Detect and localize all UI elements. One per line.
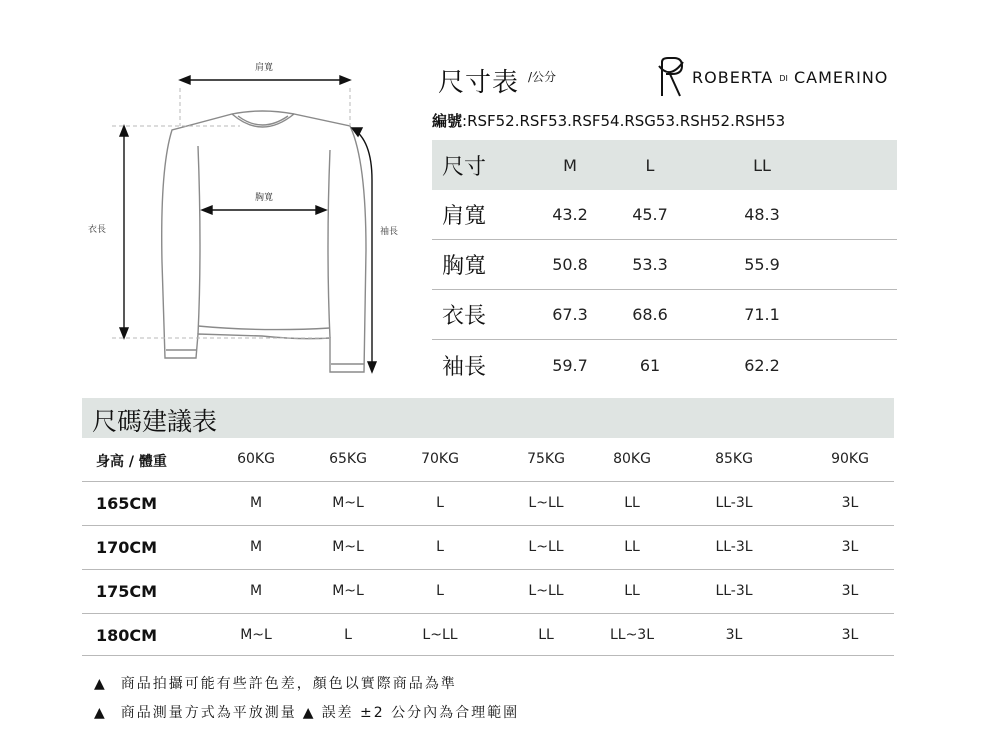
height-label: 175CM bbox=[96, 582, 158, 601]
codes-label: 編號 bbox=[432, 112, 463, 130]
cell: M bbox=[249, 495, 263, 511]
brand-name: ROBERTA DI CAMERINO bbox=[692, 67, 889, 87]
cell: L bbox=[436, 583, 444, 599]
cell: M bbox=[249, 583, 263, 599]
cell: LL-3L bbox=[715, 583, 753, 599]
cell: M bbox=[249, 539, 263, 555]
measurement-row bbox=[432, 240, 897, 290]
suggestion-table-title: 尺碼建議表 bbox=[92, 407, 218, 436]
weight-header: 90KG bbox=[831, 451, 869, 467]
height-label: 170CM bbox=[96, 538, 158, 557]
chest-label: 胸寬 bbox=[255, 193, 274, 203]
cell: LL bbox=[624, 539, 640, 555]
weight-header: 80KG bbox=[613, 451, 651, 467]
cell: LL~3L bbox=[609, 627, 655, 643]
cell: 71.1 bbox=[744, 305, 780, 324]
cell: L bbox=[344, 627, 352, 643]
size-col-header: L bbox=[645, 155, 655, 175]
codes-value: :RSF52.RSF53.RSF54.RSG53.RSH52.RSH53 bbox=[462, 112, 786, 130]
row-label: 肩寬 bbox=[442, 204, 487, 229]
suggestion-row bbox=[82, 482, 894, 526]
size-table-title: 尺寸表 bbox=[438, 68, 520, 98]
cell: M~L bbox=[332, 539, 364, 555]
note-measurement bbox=[94, 702, 519, 722]
height-label: 165CM bbox=[96, 494, 158, 513]
cell: L~LL bbox=[422, 627, 458, 643]
cell: 59.7 bbox=[552, 355, 588, 375]
measurement-header-row bbox=[432, 140, 897, 190]
cell: 3L bbox=[841, 583, 859, 599]
weight-header: 65KG bbox=[329, 451, 367, 467]
cell: 43.2 bbox=[552, 205, 588, 224]
header-label: 身高 / 體重 bbox=[96, 454, 167, 470]
sleeve-label: 袖長 bbox=[380, 227, 399, 237]
shoulder-label: 肩寬 bbox=[255, 63, 274, 73]
note-text: 商品測量方式為平放測量 bbox=[120, 705, 297, 721]
triangle-icon: ▲ bbox=[94, 676, 107, 692]
cell: L~LL bbox=[528, 583, 564, 599]
note-text: 商品拍攝可能有些許色差，顏色以實際商品為準 bbox=[120, 676, 457, 692]
triangle-icon: ▲ bbox=[302, 705, 316, 721]
row-label: 袖長 bbox=[442, 354, 487, 380]
measurement-row bbox=[432, 340, 897, 390]
weight-header: 70KG bbox=[421, 451, 459, 467]
cell: 3L bbox=[841, 627, 859, 643]
cell: 48.3 bbox=[744, 205, 780, 224]
cell: M~L bbox=[332, 495, 364, 511]
cell: 61 bbox=[639, 355, 661, 375]
header-label: 尺寸 bbox=[442, 154, 487, 180]
cell: 67.3 bbox=[552, 305, 588, 324]
measurement-row bbox=[432, 290, 897, 340]
cell: L~LL bbox=[528, 539, 564, 555]
size-table-unit: /公分 bbox=[528, 70, 557, 84]
weight-header: 85KG bbox=[715, 451, 753, 467]
cell: M~L bbox=[332, 583, 364, 599]
triangle-icon: ▲ bbox=[94, 705, 107, 721]
cell: L~LL bbox=[528, 495, 564, 511]
sweater-outline bbox=[162, 114, 366, 372]
brand-monogram-icon bbox=[656, 54, 686, 100]
cell: 3L bbox=[841, 495, 859, 511]
size-col-header: LL bbox=[753, 155, 771, 175]
cell: LL bbox=[624, 495, 640, 511]
cell: 50.8 bbox=[552, 255, 588, 274]
cell: 45.7 bbox=[632, 205, 668, 224]
cell: L bbox=[436, 495, 444, 511]
measurement-row bbox=[432, 190, 897, 240]
cell: LL-3L bbox=[715, 495, 753, 511]
weight-header: 75KG bbox=[527, 451, 565, 467]
cell: 55.9 bbox=[744, 255, 780, 274]
suggestion-row bbox=[82, 570, 894, 614]
cell: L bbox=[436, 539, 444, 555]
cell: 68.6 bbox=[632, 305, 668, 324]
product-codes bbox=[432, 110, 785, 131]
note-color-difference bbox=[94, 673, 457, 693]
size-col-header: M bbox=[563, 155, 577, 175]
length-label: 衣長 bbox=[88, 225, 107, 235]
cell: 3L bbox=[725, 627, 743, 643]
suggestion-header-row bbox=[82, 438, 894, 482]
cell: 62.2 bbox=[744, 355, 780, 375]
row-label: 胸寬 bbox=[442, 254, 487, 279]
cell: 3L bbox=[841, 539, 859, 555]
measurement-table bbox=[432, 140, 897, 390]
suggestion-row bbox=[82, 614, 894, 656]
brand-logo bbox=[656, 52, 888, 102]
height-label: 180CM bbox=[96, 626, 158, 645]
row-label: 衣長 bbox=[442, 304, 487, 329]
cell: LL-3L bbox=[715, 539, 753, 555]
weight-header: 60KG bbox=[237, 451, 275, 467]
cell: 53.3 bbox=[632, 255, 668, 274]
note-text: 誤差 ±2 公分內為合理範圍 bbox=[321, 705, 520, 721]
cell: LL bbox=[624, 583, 640, 599]
suggestion-row bbox=[82, 526, 894, 570]
sweater-diagram bbox=[0, 0, 420, 400]
cell: LL bbox=[538, 627, 554, 643]
cell: M~L bbox=[240, 627, 272, 643]
